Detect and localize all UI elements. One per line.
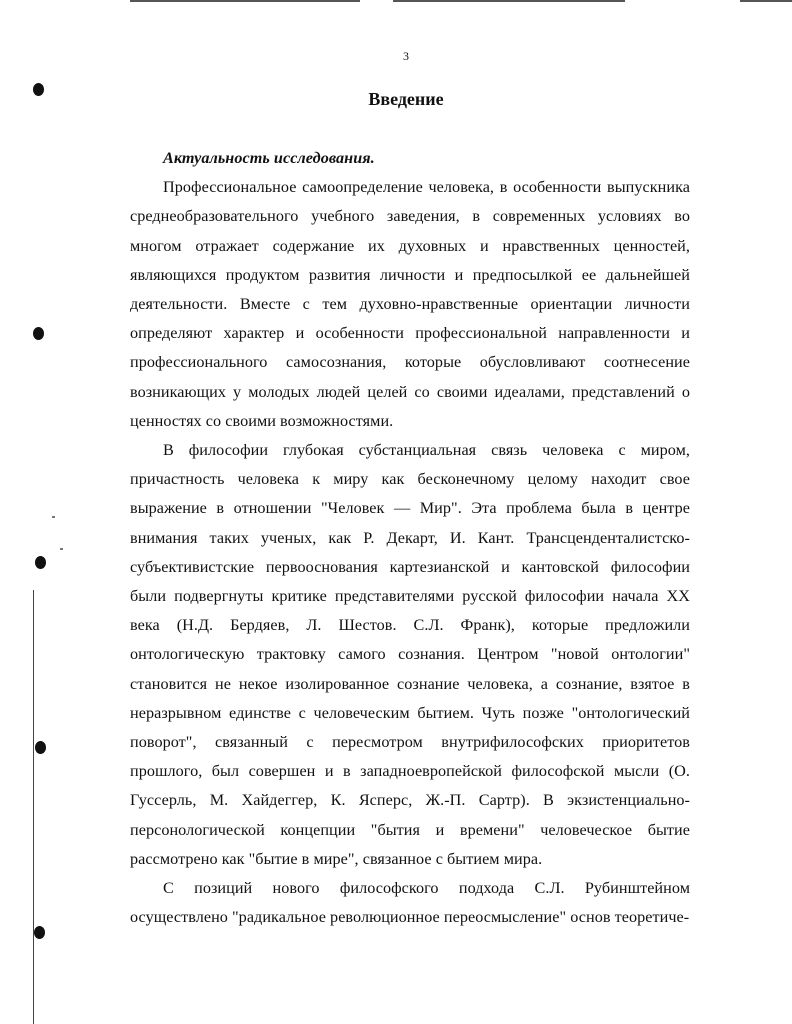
body-text <box>130 144 690 932</box>
section-title: Введение <box>368 89 444 109</box>
subheading: Актуальность исследования. <box>163 149 375 167</box>
paragraph: В философии глубокая субстанциальная связь человека с миром, причастность человека к миру как бесконечному целому находит свое выражение в отношении "Человек — Мир". Эта проблема была в центре внимания таких ученых, как Р. Декарт, И. Кант. Трансценденталистско-субъективистские первооснования картезианской и кантовской философии были подвергнуты критике представителями русской философии начала XX века (Н.Д. Бердяев, Л. Шестов. С.Л. Франк), которые предложили онтологическую трактовку самого сознания. Центром "новой онтологии" становится не некое изолированное сознание человека, а сознание, взятое в неразрывном единстве с человеческим бытием. Чуть позже "онтологический поворот", связанный с пересмотром внутрифилософских приоритетов прошлого, был совершен и в западноевропейской философской мысли (О. Гуссерль, М. Хайдеггер, К. Ясперс, Ж.-П. Сартр). В экзистенциально-персонологической концепции "бытия и времени" человеческое бытие рассмотрено как "бытие в мире", связанное с бытием мира. <box>130 441 690 868</box>
paragraph: С позиций нового философского подхода С.Л. Рубинштейном осуществлено "радикальное революционное переосмысление" основ теоретиче- <box>130 879 690 927</box>
scan-speck <box>60 548 63 550</box>
binding-hole <box>34 926 45 939</box>
binding-hole <box>35 741 46 754</box>
paragraph: Профессиональное самоопределение человека, в особенности выпускника среднеобразовательного учебного заведения, в современных условиях во многом отражает содержание их духовных и нравственных ценностей, являющихся продуктом развития личности и предпосылкой ее дальнейшей деятельности. Вместе с тем духовно-нравственные ориентации личности определяют характер и особенности профессиональной направленности и профессионального самосознания, которые обусловливают соотнесение возникающих у молодых людей целей со своими идеалами, представлений о ценностях со своими возможностями. <box>130 178 690 430</box>
binding-hole <box>33 327 44 340</box>
binding-edge-line <box>33 590 34 1024</box>
scan-edge-line <box>393 0 625 2</box>
page-number: 3 <box>403 49 409 63</box>
binding-hole <box>35 556 46 569</box>
scan-speck <box>52 516 55 518</box>
scan-edge-line <box>130 0 360 2</box>
scan-edge-line <box>740 0 792 2</box>
